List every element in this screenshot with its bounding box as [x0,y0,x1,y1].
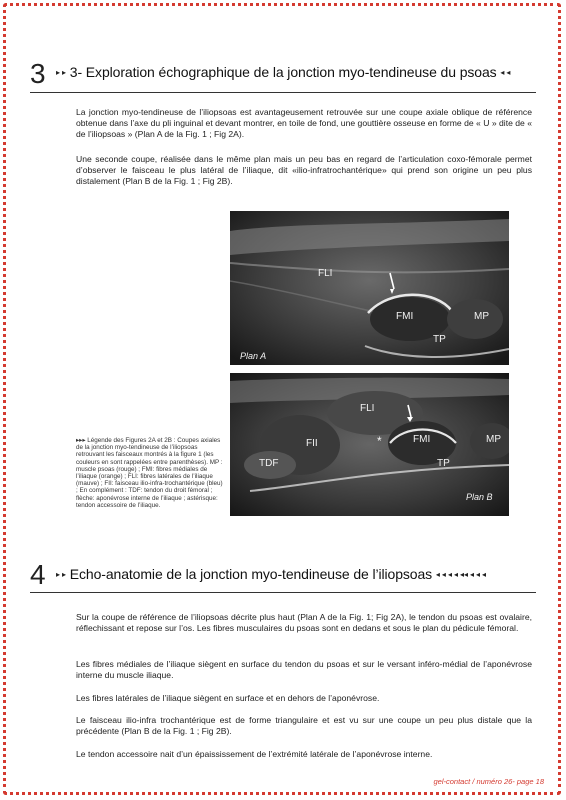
page-footer: gel-contact / numéro 26- page 18 [433,777,544,786]
label-fli-a: FLI [318,268,333,279]
section-4-title: Echo-anatomie de la jonction myo-tendineuse de l’iliopsoas [69,566,433,582]
section-4-paragraph-2: Les fibres médiales de l’iliaque siègent en surface du tendon du psoas et sur le versant inféro-médial de l’aponévrose interne du muscle iliaque. [76,659,532,680]
section-3-paragraph-2: Une seconde coupe, réalisée dans le même plan mais un peu bas en regard de l’articulation coxo-fémorale permet d’observer le faisceau le plus latéral de l’iliaque, dit «ilio-infratrochantérique» qui prend son origine un peu plus distalement (Plan B de la Fig. 1 ; Fig 2B). [76,154,532,186]
section-4-rule [30,592,536,593]
section-4-paragraph-4: Le faisceau ilio-infra trochantérique est de forme triangulaire et est vu sur une coupe un peu plus distale que la précédente (Plan B de la Fig. 1 ; Fig 2B). [76,715,532,736]
arrows-right-icon-4: ◂ ◂ ◂ ◂ ◂◂ ◂ ◂ ◂ [435,570,486,579]
section-3-number: 3 [30,58,46,89]
section-4-paragraph-5: Le tendon accessoire nait d’un épaississement de l’extrémité latérale de l’aponévrose interne. [76,749,433,759]
label-fii-b: FII [306,438,318,449]
label-fli-b: FLI [360,403,375,414]
label-mp-a: MP [474,311,489,322]
section-3-paragraph-1: La jonction myo-tendineuse de l’iliopsoas est avantageusement retrouvée sur une coupe axiale oblique de référence obtenue dans l’axe du pli inguinal et devant montrer, en toile de fond, une gouttière osseuse en forme de « U » dite de « de l’iliopsoas » (Plan A de la Fig. 1 ; Fig 2A). [76,107,532,139]
label-mp-b: MP [486,434,501,445]
figure-caption: ▸▸▸ Légende des Figures 2A et 2B : Coupes axiales de la jonction myo-tendineuse de l’iliopsoas retrouvant les faisceaux montrés à la figure 1 (les couleurs en sont rappelées entre parenthèses). MP : muscle psoas (rouge) ; FMI: fibres médiales de l’iliaque (orange) ; FLI: fibres latérales de l’iliaque (mauve) ; FII: faisceau ilio-infra-trochantérique (bleu) ; En complément : TDF: tendon du droit fémoral ; flèche: aponévrose interne de l’iliaque ; astérisque: tendon accessoire de l’iliaque. [76,437,223,509]
arrows-left-icon: ▸ ▸ [56,68,66,77]
label-tp-b: TP [437,458,450,469]
ultrasound-image-plan-a [230,211,509,365]
label-star-b: * [377,434,382,448]
plan-a-label: Plan A [240,351,267,361]
section-3-rule [30,92,536,93]
section-3-heading [56,64,510,80]
section-4-heading [56,566,486,582]
section-4-number: 4 [30,559,46,590]
label-fmi-a: FMI [396,311,414,322]
arrows-left-icon-4: ▸ ▸ [56,570,66,579]
plan-b-label: Plan B [466,492,493,502]
section-3-title: 3- Exploration échographique de la jonction myo-tendineuse du psoas [69,64,497,80]
label-tp-a: TP [433,334,446,345]
arrows-right-icon: ◂ ◂ [500,68,511,77]
section-4-paragraph-1: Sur la coupe de référence de l’iliopsoas décrite plus haut (Plan A de la Fig. 1; Fig 2A), le tendon du psoas est ovalaire, réflechissant et repose sur l’os. Les fibres musculaires du psoas sont en dedans et sous le plan du pédicule fémoral. [76,612,532,633]
label-tdf-b: TDF [259,458,279,469]
section-4-paragraph-3: Les fibres latérales de l’iliaque siègent en surface et en dehors de l’aponévrose. [76,693,380,703]
label-fmi-b: FMI [413,434,431,445]
